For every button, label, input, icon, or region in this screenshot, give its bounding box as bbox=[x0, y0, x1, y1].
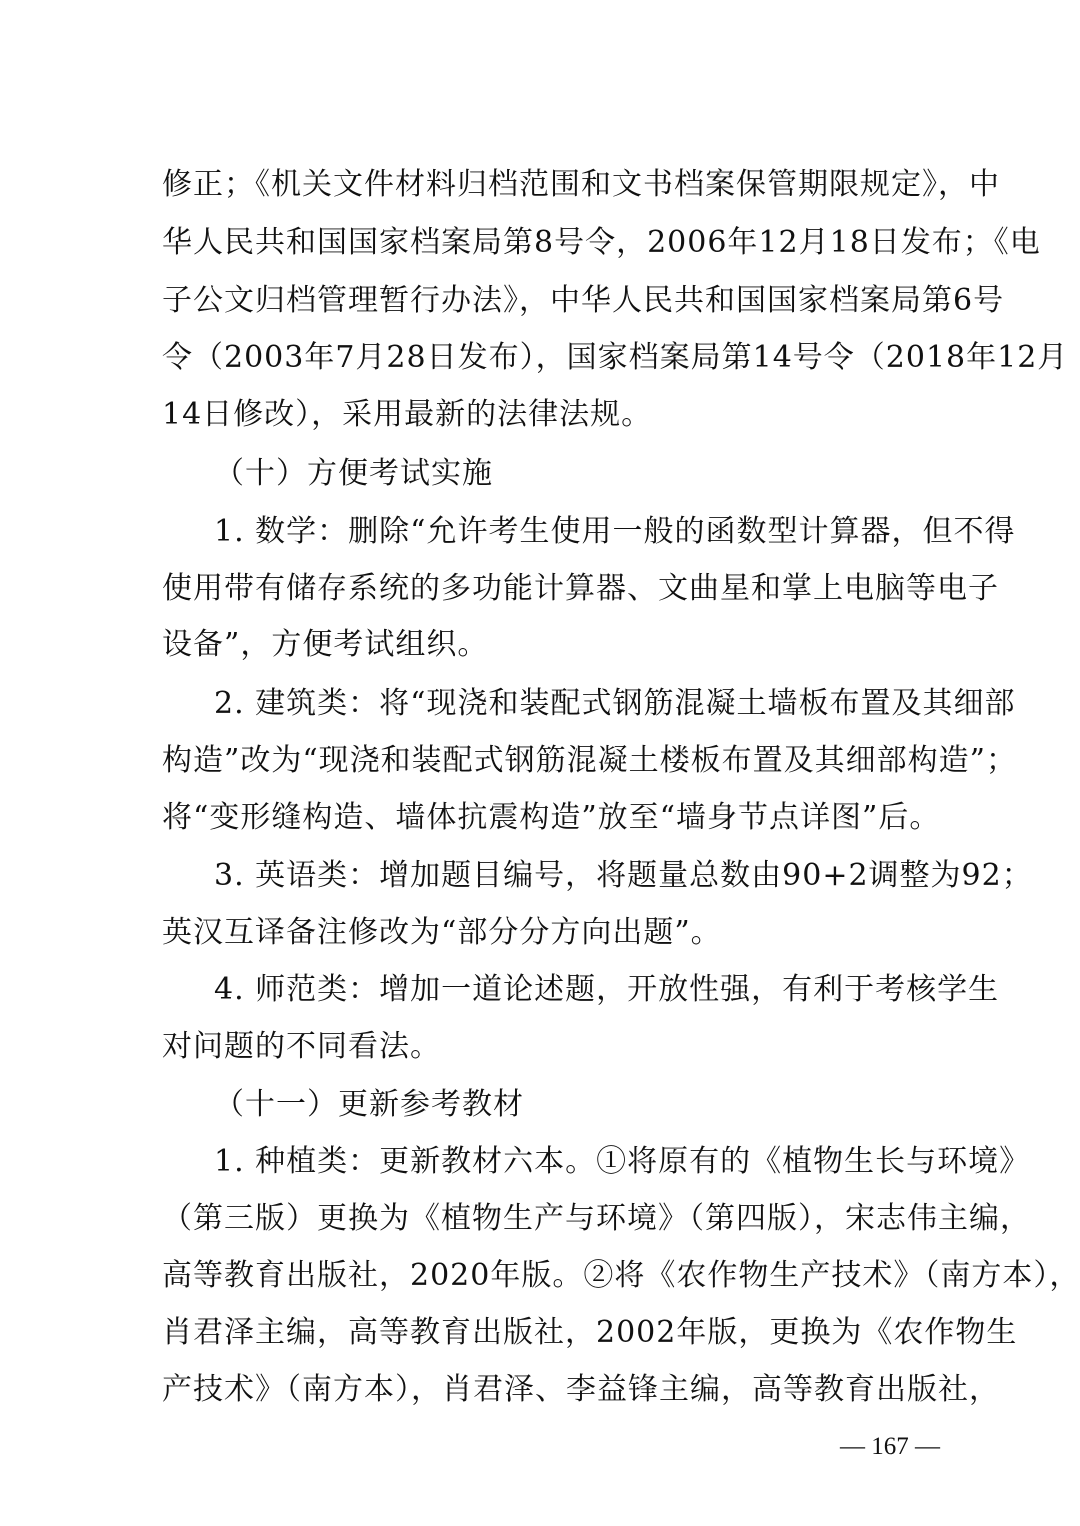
item-architecture-line-3: 将“变形缝构造、墙体抗震构造”放至“墙身节点详图”后。 bbox=[162, 800, 941, 835]
item-architecture-line-2: 构造”改为“现浇和装配式钢筋混凝土楼板布置及其细部构造”； bbox=[162, 743, 1018, 778]
item-teaching-line-1: 4. 师范类：增加一道论述题，开放性强，有利于考核学生 bbox=[214, 972, 1000, 1007]
item-math-line-2: 使用带有储存系统的多功能计算器、文曲星和掌上电脑等电子 bbox=[162, 571, 999, 606]
paragraph-line-4: 令（2003年7月28日发布），国家档案局第14号令（2018年12月 bbox=[162, 340, 1069, 375]
item-planting-line-2: （第三版）更换为《植物生产与环境》（第四版），宋志伟主编， bbox=[162, 1201, 1031, 1236]
paragraph-line-2: 华人民共和国国家档案局第8号令，2006年12月18日发布；《电 bbox=[162, 225, 1041, 260]
page-number: — 167 — bbox=[840, 1433, 940, 1460]
item-math-line-1: 1. 数学：删除“允许考生使用一般的函数型计算器，但不得 bbox=[214, 514, 1016, 549]
item-english-line-2: 英汉互译备注修改为“部分分方向出题”。 bbox=[162, 915, 722, 950]
item-planting-line-4: 肖君泽主编，高等教育出版社，2002年版，更换为《农作物生 bbox=[162, 1315, 1018, 1350]
item-english-line-1: 3. 英语类：增加题目编号，将题量总数由90+2调整为92； bbox=[214, 858, 1033, 893]
paragraph-line-3: 子公文归档管理暂行办法》，中华人民共和国国家档案局第6号 bbox=[162, 283, 1005, 318]
item-math-line-3: 设备”，方便考试组织。 bbox=[162, 627, 489, 662]
section-heading-11: （十一）更新参考教材 bbox=[214, 1087, 524, 1122]
item-planting-line-3: 高等教育出版社，2020年版。②将《农作物生产技术》（南方本）， bbox=[162, 1258, 1080, 1293]
item-teaching-line-2: 对问题的不同看法。 bbox=[162, 1029, 441, 1064]
paragraph-line-5: 14日修改），采用最新的法律法规。 bbox=[162, 397, 653, 432]
item-architecture-line-1: 2. 建筑类：将“现浇和装配式钢筋混凝土墙板布置及其细部 bbox=[214, 686, 1016, 721]
paragraph-line-1: 修正；《机关文件材料归档范围和文书档案保管期限规定》，中 bbox=[162, 167, 1000, 202]
item-planting-line-5: 产技术》（南方本），肖君泽、李益锋主编，高等教育出版社， bbox=[162, 1372, 1000, 1407]
section-heading-10: （十）方便考试实施 bbox=[214, 456, 493, 491]
item-planting-line-1: 1. 种植类：更新教材六本。①将原有的《植物生长与环境》 bbox=[214, 1144, 1031, 1179]
